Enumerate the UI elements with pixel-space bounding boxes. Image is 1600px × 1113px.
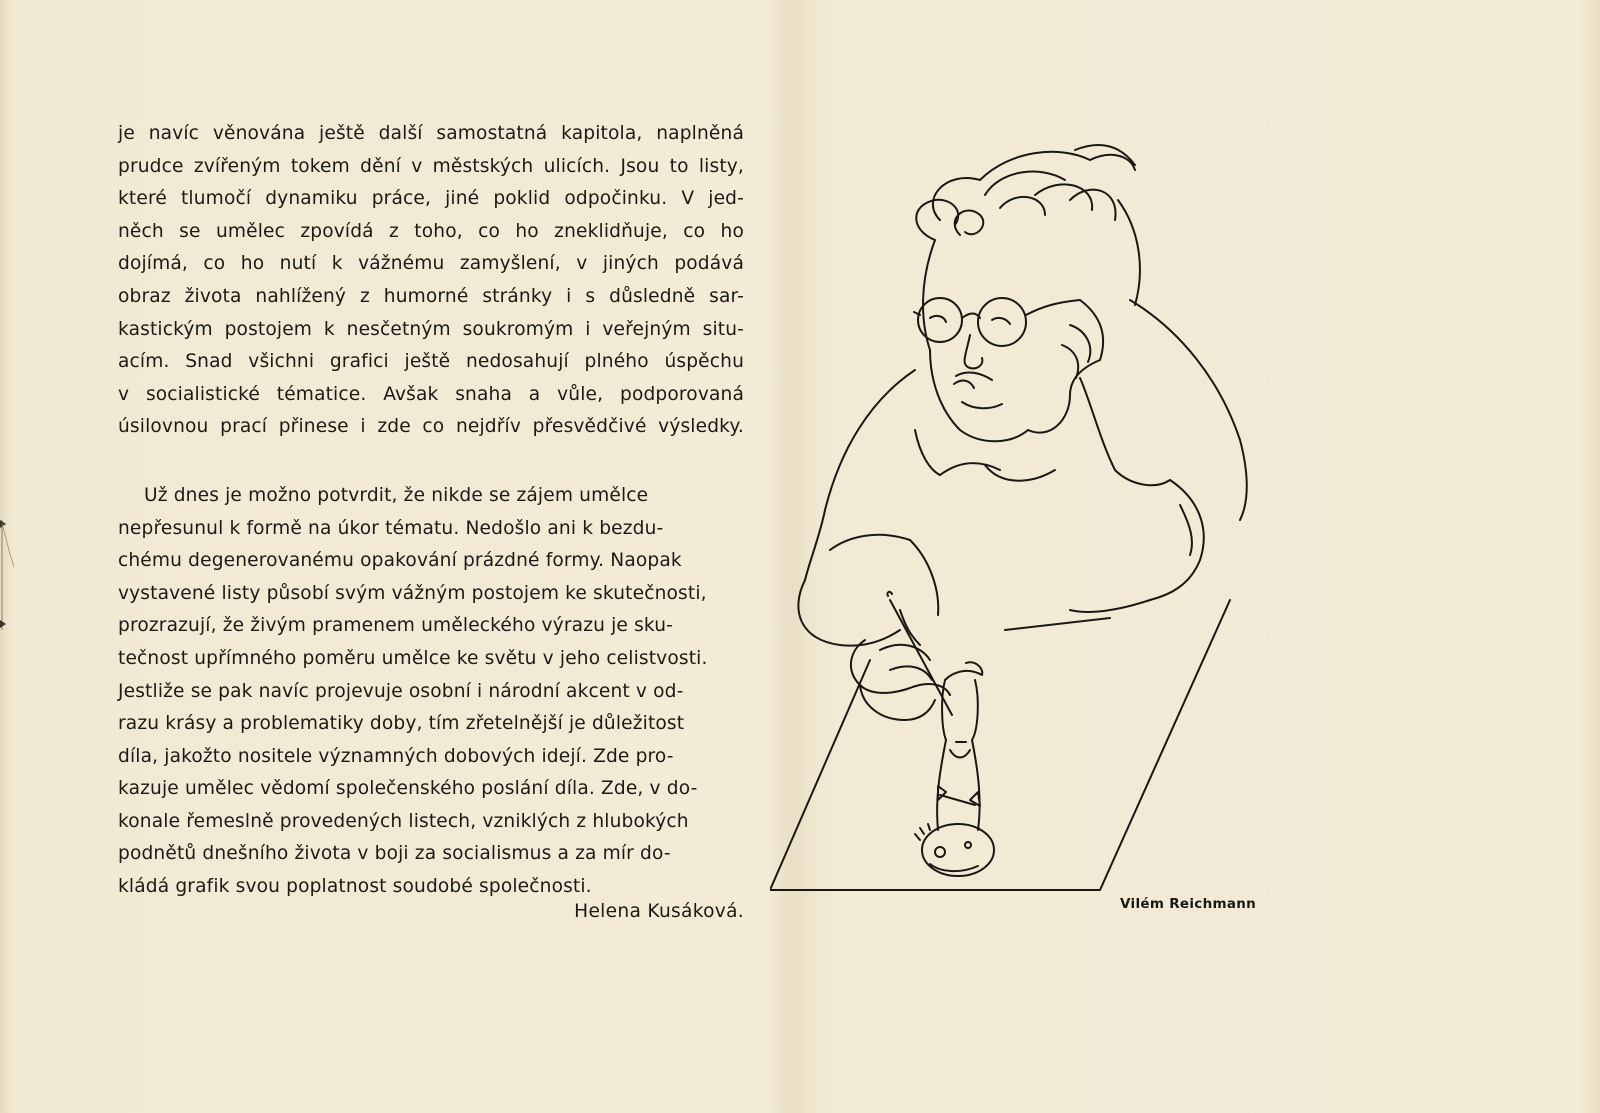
artist-caricature-illustration <box>770 140 1330 930</box>
text-line: vystavené listy působí svým vážným postojem ke skutečnosti, <box>118 582 707 604</box>
text-line: nepřesunul k formě na úkor tématu. Nedošlo ani k bezdu- <box>118 517 664 539</box>
text-line: Už dnes je možno potvrdit, že nikde se zájem umělce <box>144 484 649 506</box>
text-line: prudce zvířeným tokem dění v městských ulicích. Jsou to listy, <box>118 155 744 177</box>
author-signature: Helena Kusáková. <box>574 901 744 922</box>
text-line: díla, jakožto nositele významných dobových idejí. Zde pro- <box>118 745 674 767</box>
text-line: kastickým postojem k nesčetným soukromým i veřejným situ- <box>118 318 744 340</box>
text-line: dojímá, co ho nutí k vážnému zamyšlení, v jiných podává <box>118 253 744 275</box>
text-line: něch se umělec zpovídá z toho, co ho zneklidňuje, co ho <box>118 220 744 242</box>
text-line: je navíc věnována ještě další samostatná kapitola, naplněná <box>118 123 744 144</box>
text-line: chému degenerovanému opakování prázdné formy. Naopak <box>118 550 682 572</box>
text-line: tečnost upřímného poměru umělce ke světu v jeho celistvosti. <box>118 647 708 669</box>
essay-text <box>118 118 744 904</box>
text-line: obraz života nahlížený z humorné stránky i s důsledně sar- <box>118 285 744 307</box>
text-line: podnětů dnešního života v boji za socialismus a za mír do- <box>118 843 671 865</box>
text-line: úsilovnou prací přinese i zde co nejdřív přesvědčivé výsledky. <box>118 416 744 438</box>
text-line: které tlumočí dynamiku práce, jiné poklid odpočinku. V jed- <box>118 188 744 210</box>
paragraph-1 <box>118 118 744 444</box>
paragraph-2 <box>118 480 744 904</box>
text-line: kládá grafik svou poplatnost soudobé společnosti. <box>118 876 592 898</box>
text-line: v socialistické tématice. Avšak snaha a vůle, podporovaná <box>118 383 744 405</box>
text-line: konale řemeslně provedených listech, vzniklých z hlubokých <box>118 810 689 832</box>
binding-stitch-icon <box>0 520 14 630</box>
text-line: Jestliže se pak navíc projevuje osobní i národní akcent v od- <box>118 680 684 702</box>
left-page <box>0 0 790 1113</box>
text-line: acím. Snad všichni grafici ještě nedosahují plného úspěchu <box>118 351 744 373</box>
text-line: kazuje umělec vědomí společenského poslání díla. Zde, v do- <box>118 778 698 800</box>
illustration-caption: Vilém Reichmann <box>1120 896 1257 912</box>
text-line: razu krásy a problematiky doby, tím zřetelnější je důležitost <box>118 713 685 735</box>
text-line: prozrazují, že živým pramenem uměleckého výrazu je sku- <box>118 615 674 637</box>
